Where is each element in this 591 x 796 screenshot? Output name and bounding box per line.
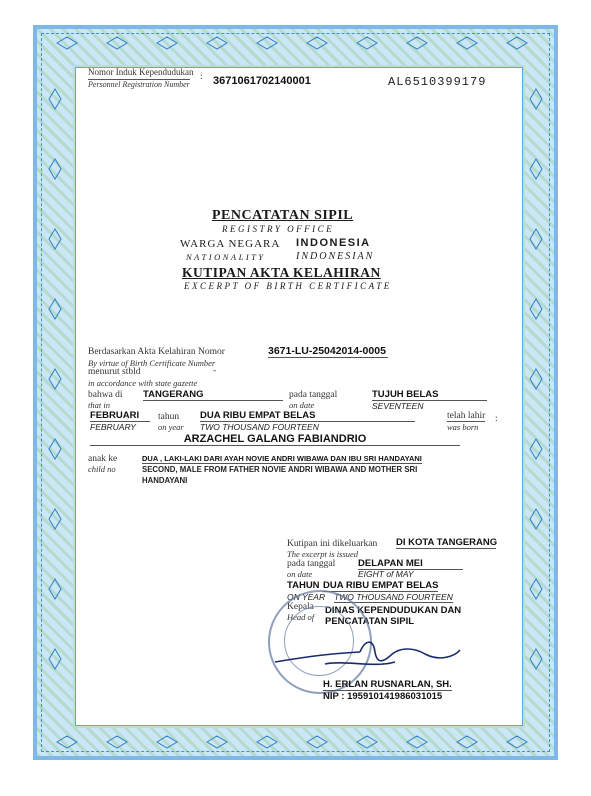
born-colon: :: [495, 414, 498, 424]
office-title: PENCATATAN SIPIL: [212, 208, 354, 223]
birth-year: DUA RIBU EMPAT BELAS: [200, 410, 415, 422]
issue-date-en: EIGHT of MAY: [358, 569, 414, 579]
born-label: telah lahir: [447, 411, 486, 421]
born-label-en: was born: [447, 422, 479, 432]
child-order-value: DUA , LAKI-LAKI DARI AYAH NOVIE ANDRI WIBAWA DAN IBU SRI HANDAYANI: [142, 454, 422, 463]
child-order-value-en-1: SECOND, MALE FROM FATHER NOVIE ANDRI WIBAWA AND MOTHER SRI: [142, 465, 418, 474]
serial-number: AL6510399179: [388, 75, 487, 89]
child-order-label: anak ke: [88, 454, 118, 464]
birth-day-en: SEVENTEEN: [372, 401, 424, 411]
nik-value: 3671061702140001: [213, 75, 311, 87]
birth-day: TUJUH BELAS: [372, 389, 487, 401]
issued-label-en: The excerpt is issued: [287, 549, 359, 559]
official-nip: NIP : 195910141986031015: [323, 691, 443, 702]
citizen-label: WARGA NEGARA: [180, 238, 281, 250]
nik-label: Nomor Induk Kependudukan: [88, 67, 194, 77]
issued-place: DI KOTA TANGERANG: [396, 537, 498, 548]
citizen-value-en: INDONESIAN: [296, 251, 375, 262]
issue-year: DUA RIBU EMPAT BELAS: [323, 580, 439, 591]
child-order-value-en-2: HANDAYANI: [142, 476, 188, 485]
issue-date-label: pada tanggal: [287, 559, 336, 569]
stbld-label-en: in accordance with state gazette: [88, 378, 198, 388]
stbld-label: menurut stbld: [88, 367, 141, 377]
official-name: H. ERLAN RUSNARLAN, SH.: [323, 679, 452, 690]
child-order-label-en: child no: [88, 464, 116, 474]
issue-date-label-en: on date: [287, 569, 313, 579]
birth-year-en: TWO THOUSAND FOURTEEN: [200, 422, 319, 432]
head-label: Kepala: [287, 602, 314, 612]
place-label: bahwa di: [88, 390, 123, 400]
year-label-en: on year: [158, 422, 184, 432]
head-office-line2: PENCATATAN SIPIL: [325, 616, 415, 627]
document-title-en: EXCERPT OF BIRTH CERTIFICATE: [184, 281, 392, 291]
citizen-value: INDONESIA: [296, 237, 371, 249]
basis-label-en: By virtue of Birth Certificate Number: [88, 358, 216, 368]
birth-certificate-number: 3671-LU-25042014-0005: [268, 345, 386, 357]
issued-label: Kutipan ini dikeluarkan: [287, 539, 378, 549]
birth-place: TANGERANG: [143, 389, 283, 401]
date-label-en: on date: [289, 400, 315, 410]
head-label-en: Head of: [287, 612, 315, 622]
office-title-en: REGISTRY OFFICE: [222, 224, 335, 234]
document-title: KUTIPAN AKTA KELAHIRAN: [182, 265, 381, 280]
head-office-line1: DINAS KEPENDUDUKAN DAN: [325, 605, 462, 616]
citizen-label-en: NATIONALITY: [186, 252, 266, 262]
nik-label-en: Personnel Registration Number: [88, 80, 190, 89]
signature: [265, 632, 465, 682]
issue-date: DELAPAN MEI: [358, 558, 463, 570]
basis-label: Berdasarkan Akta Kelahiran Nomor: [88, 347, 225, 357]
child-name: ARZACHEL GALANG FABIANDRIO: [90, 433, 460, 446]
birth-month-en: FEBRUARY: [90, 422, 136, 432]
issue-year-en: TWO THOUSAND FOURTEEN: [334, 592, 453, 602]
nik-colon: :: [200, 72, 203, 82]
stbld-value: -: [213, 366, 217, 376]
place-label-en: that in: [88, 400, 110, 410]
date-label: pada tanggal: [289, 390, 338, 400]
issue-year-label: TAHUN: [287, 580, 320, 591]
birth-month: FEBRUARI: [90, 410, 150, 422]
issue-year-label-en: ON YEAR: [287, 592, 326, 602]
year-label: tahun: [158, 412, 180, 422]
